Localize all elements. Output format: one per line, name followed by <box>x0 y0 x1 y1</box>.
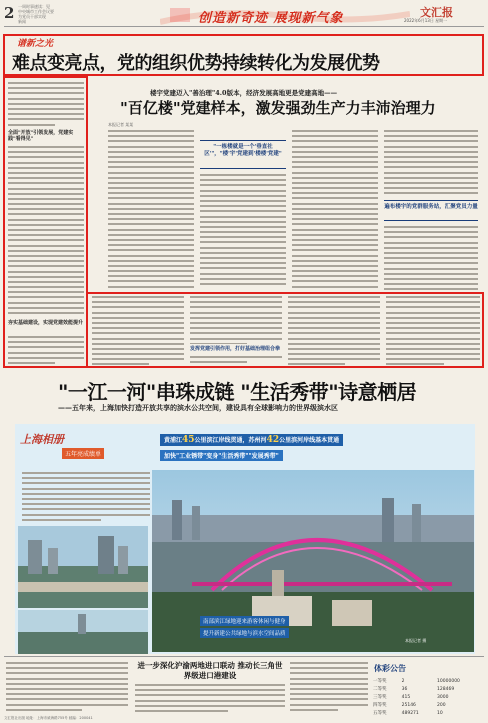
feature-intro-text <box>22 472 150 522</box>
table-row: 一等奖 2 10000000 <box>373 678 460 684</box>
article-subhead: 发挥党建引领作用，打好基础治理组合拳 <box>190 346 281 352</box>
pullquote-rule <box>200 140 286 141</box>
left-column-text <box>8 146 84 316</box>
pullquote: 遍布楼宇的党群服务站，汇聚党员力量 <box>384 204 478 210</box>
left-subhead: 全面"开放"引领发展，党建实践"看得见" <box>8 130 74 142</box>
page-number: 2 <box>4 4 15 22</box>
table-row: 二等奖 36 128469 <box>373 686 455 692</box>
bottom-article-text <box>290 662 368 712</box>
photo-caption: 南部滨江绿地迎来游客休闲与健身 <box>200 616 289 626</box>
byline: 本报记者 某某 <box>108 122 134 127</box>
feature-headline[interactable]: "一江一河"串珠成链 "生活秀带"诗意栖居 <box>58 380 417 404</box>
article-column <box>384 130 478 196</box>
left-subhead: 夯实基础建设，实现党建效能提升 <box>8 320 84 326</box>
lottery-section-title: 体彩公告 <box>374 663 406 673</box>
right-article-headline[interactable]: "百亿楼"党建样本，激发强劲生产力丰沛治理力 <box>120 99 436 117</box>
pullquote: "一栋楼就是一个'垂直社区'"，"楼'宇'党建到'楼楼'党建" <box>204 144 282 157</box>
top-link[interactable]: 一周时事速读：见 <box>18 4 50 9</box>
photo-credit: 本报记者 摄 <box>405 638 427 643</box>
top-link[interactable]: 中央城市工作会议要 <box>18 9 54 14</box>
stat-strip: 黄浦江45公里滨江岸线贯通，苏州河42公里滨河岸线基本贯通 <box>160 434 343 446</box>
feature-logo-badge: 五年亮成绩单 <box>62 448 104 459</box>
top-link[interactable]: 新闻 <box>18 19 26 24</box>
pullquote-rule <box>384 200 478 201</box>
table-row: 四等奖 25146 200 <box>373 702 446 708</box>
article-column <box>200 174 286 290</box>
divider <box>4 656 484 657</box>
bottom-article-text <box>6 662 128 712</box>
table-row: 五等奖 489271 10 <box>373 710 443 716</box>
footer: 文汇报社出版 地址：上海市威海路755号 邮编：200041 <box>4 716 93 720</box>
left-column-text <box>8 82 84 130</box>
stat-strip: 加快"工业锈带"变身"生活秀带""发展秀带" <box>160 450 283 461</box>
feature-subheadline: ——五年来，上海加快打造开放共享的滨水公共空间，建设具有全球影响力的世界级滨水区 <box>58 403 338 412</box>
banner-slogan: 创造新奇迹 展现新气象 <box>198 11 344 26</box>
paper-name: 文汇报 <box>420 6 453 19</box>
article-column <box>108 130 194 290</box>
article-column <box>190 356 282 366</box>
feature-logo: 上海相册 <box>20 433 64 446</box>
lead-headline[interactable]: 难点变亮点，党的组织优势持续转化为发展优势 <box>12 53 380 74</box>
top-links <box>18 4 88 24</box>
bottom-article-text <box>135 684 285 712</box>
article-column <box>190 296 282 344</box>
section-tag: 谱新之光 <box>17 39 54 49</box>
table-row: 三等奖 415 3000 <box>373 694 449 700</box>
article-column <box>384 226 478 290</box>
article-column <box>288 296 380 366</box>
top-link[interactable]: 为党员干部实现 <box>18 14 46 19</box>
waterfront-photo <box>18 526 148 608</box>
lottery-table <box>372 677 482 717</box>
pullquote-rule <box>200 168 286 169</box>
article-column <box>386 296 480 366</box>
waterfront-photo <box>18 610 148 654</box>
pullquote-rule <box>384 220 478 221</box>
divider <box>4 26 484 27</box>
photo-caption: 提升新建公共绿地与滨水空间品质 <box>200 628 289 638</box>
article-column <box>92 296 184 366</box>
article-column <box>292 130 378 290</box>
paper-date: 2022年6月13日 星期一 <box>404 18 448 23</box>
left-column-text <box>8 336 84 366</box>
right-article-kicker: 楼宇党建迈入"善治理"4.0版本，经济发展高地更是党建高地—— <box>150 89 338 97</box>
bottom-headline[interactable]: 进一步深化沪渝两地进口联动 推动长三角世界级进口港建设 <box>137 661 283 680</box>
